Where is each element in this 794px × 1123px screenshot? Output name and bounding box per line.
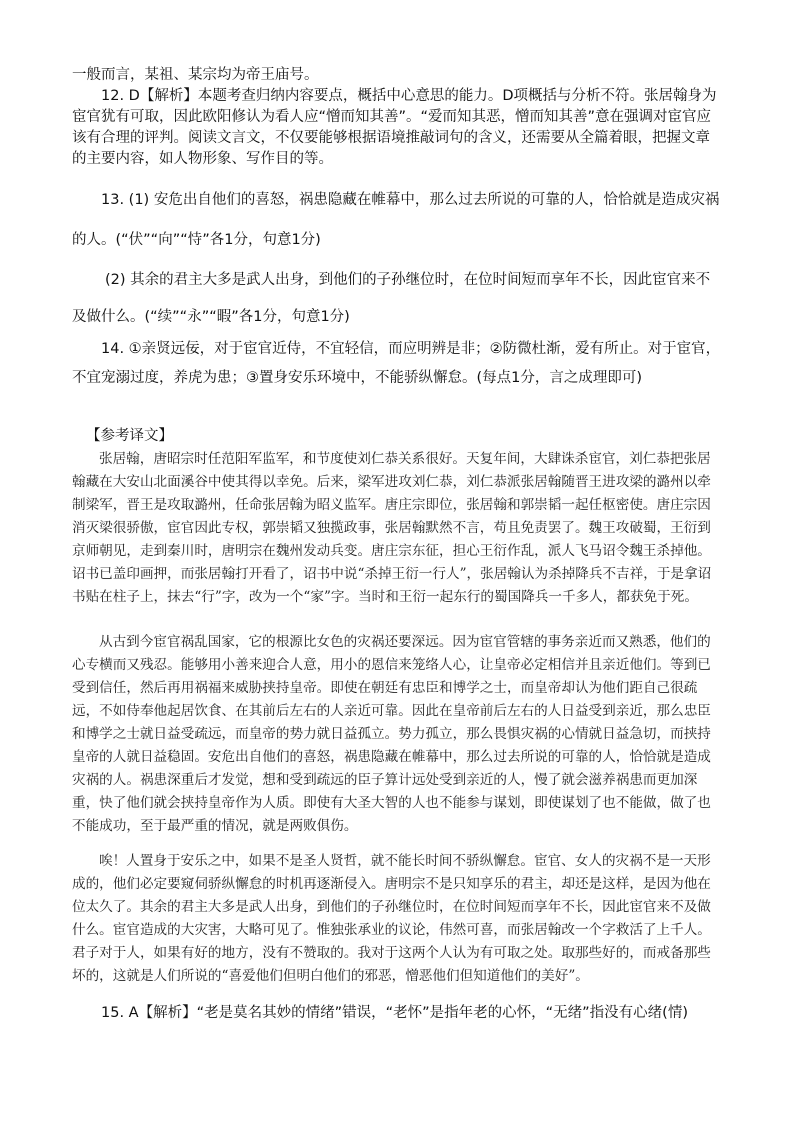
- answer-13-part2: (2) 其余的君主大多是武人出身，到他们的子孙继位时，在位时间短而享年不长，因此宦官来不及做什么。(“续”“永”“暇”各1分，句意1分): [72, 272, 711, 325]
- answer-13-part1: 13. (1) 安危出自他们的喜怒，祸患隐藏在帷幕中，那么过去所说的可靠的人，恰恰就是造成灾祸的人。(“伏”“向”“恃”各1分，句意1分): [72, 192, 720, 248]
- translation-heading: 【参考译文】: [86, 428, 173, 444]
- translation-para-3: 唉！人置身于安乐之中，如果不是圣人贤哲，就不能长时间不骄纵懈怠。宦官、女人的灾祸不是一天形成的，他们必定要窥伺骄纵懈怠的时机再逐渐侵入。唐明宗不是只知享乐的君主，却还是这样，是因为他在位太久了。其余的君主大多是武人出身，到他们的子孙继位时，在位时间短而享年不长，因此宦官来不及做什么。宦官造成的大灾害，大略可见了。惟独张承业的议论，伟然可喜，而张居翰改一个字救活了上千人。君子对于人，如果有好的地方，没有不赞取的。我对于这两个人认为有可取之处。取那些好的，而戒备那些坏的，这就是人们所说的“喜爱他们但明白他们的邪恶，憎恶他们但知道他们的美好”。: [72, 853, 711, 984]
- para-reign-names: 一般而言，某祖、某宗均为帝王庙号。: [72, 67, 319, 83]
- answer-12-analysis: 12. D【解析】本题考查归纳内容要点，概括中心意思的能力。D项概括与分析不符。张居翰身为宦官犹有可取，因此欧阳修认为看人应“憎而知其善”。“爱而知其恶，憎而知其善”意在强调对宦官应该有合理的评判。阅读文言文，不仅要能够根据语境推敲词句的含义，还需要从全篇着眼，把握文章的主要内容，如人物形象、写作目的等。: [72, 88, 717, 167]
- answer-14: 14. ①亲贤远佞，对于宦官近侍，不宜轻信，而应明辨是非；②防微杜渐，爱有所止。对于宦官，不宜宠溺过度，养虎为患；③置身安乐环境中，不能骄纵懈怠。(每点1分，言之成理即可): [72, 341, 721, 386]
- answer-15-analysis: 15. A【解析】“老是莫名其妙的情绪”错误，“老怀”是指年老的心怀，“无绪”指没有心绪(情): [101, 1005, 688, 1021]
- translation-para-2: 从古到今宦官祸乱国家，它的根源比女色的灾祸还要深远。因为宦官管辖的事务亲近而又熟悉，他们的心专横而又残忍。能够用小善来迎合人意，用小的恩信来笼络人心，让皇帝必定相信并且亲近他们。等到已受到信任，然后再用祸福来威胁挟持皇帝。即使在朝廷有忠臣和博学之士，而皇帝却认为他们距自己很疏远，不如侍奉他起居饮食、在其前后左右的人亲近可靠。因此在皇帝前后左右的人日益受到亲近，那么忠臣和博学之士就日益受疏远，而皇帝的势力就日益孤立。势力孤立，那么畏惧灾祸的心情就日益急切，而挟持皇帝的人就日益稳固。安危出自他们的喜怒，祸患隐藏在帷幕中，那么过去所说的可靠的人，恰恰就是造成灾祸的人。祸患深重后才发觉，想和受到疏远的臣子算计远处受到亲近的人，慢了就会滋养祸患而更加深重，快了他们就会挟持皇帝作为人质。即使有大圣大智的人也不能参与谋划，即使谋划了也不能做，做了也不能成功，至于最严重的情况，就是两败俱伤。: [72, 634, 711, 834]
- translation-para-1: 张居翰，唐昭宗时任范阳军监军，和节度使刘仁恭关系很好。天复年间，大肆诛杀宦官，刘仁恭把张居翰藏在大安山北面溪谷中使其得以幸免。后来，梁军进攻刘仁恭，刘仁恭派张居翰随晋王进攻梁的潞州以牵制梁军，晋王是攻取潞州，任命张居翰为昭义监军。唐庄宗即位，张居翰和郭崇韬一起任枢密使。唐庄宗因消灭梁很骄傲，宦官因此专权，郭崇韬又独揽政事，张居翰默然不言，苟且免责罢了。魏王攻破蜀，王衍到京师朝见，走到秦川时，唐明宗在魏州发动兵变。唐庄宗东征，担心王衍作乱，派人飞马诏令魏王杀掉他。诏书已盖印画押，而张居翰打开看了，诏书中说“杀掉王衍一行人”，张居翰认为杀掉降兵不吉祥，于是拿诏书贴在柱子上，抹去“行”字，改为一个“家”字。当时和王衍一起东行的蜀国降兵一千多人，都获免于死。: [72, 451, 712, 605]
